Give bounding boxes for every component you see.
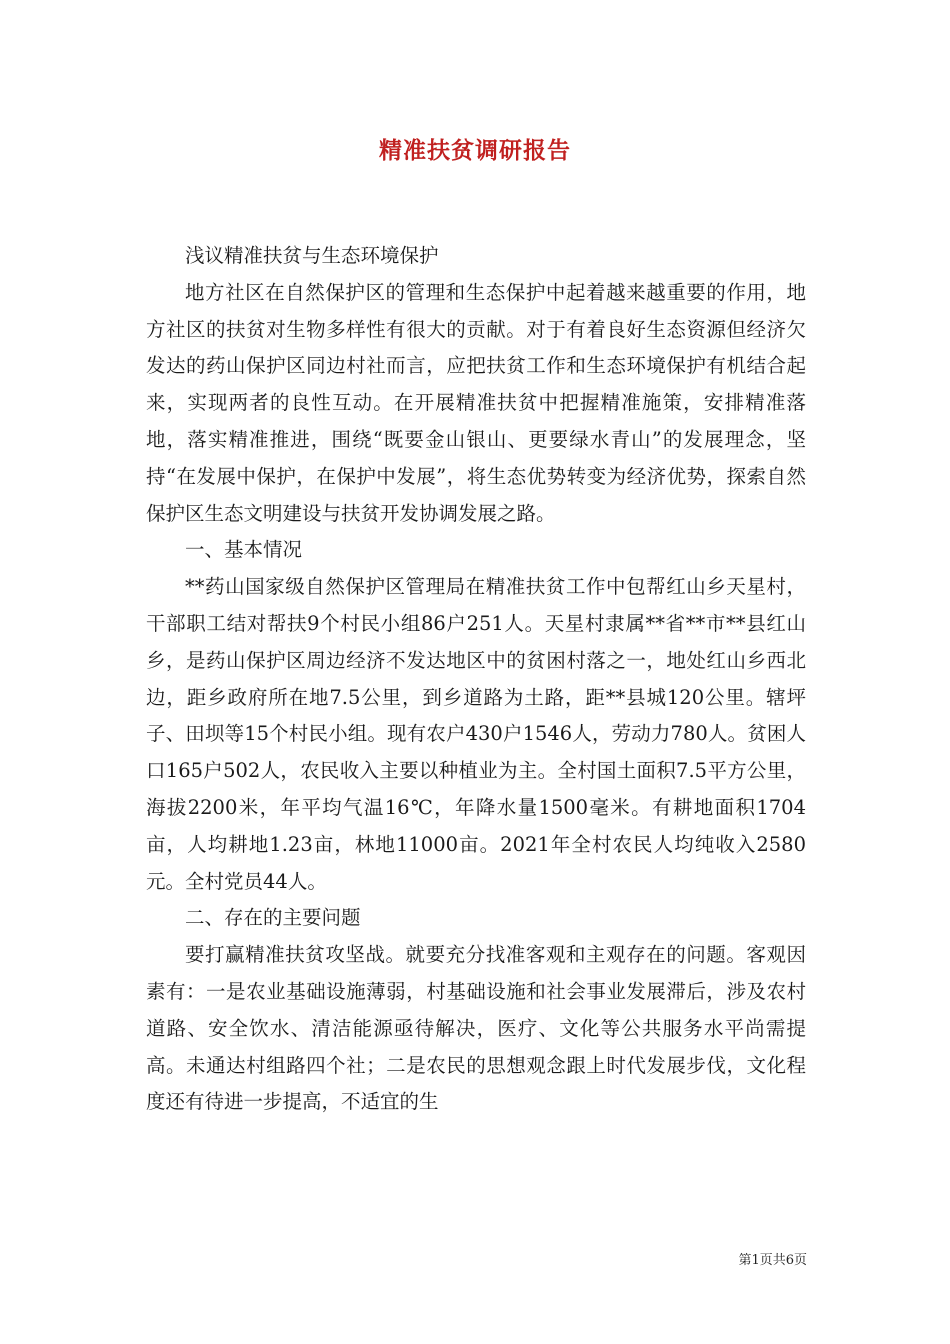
section-heading-problems: 二、存在的主要问题 [185, 906, 361, 930]
document-subtitle: 浅议精准扶贫与生态环境保护 [185, 244, 439, 267]
section-paragraph-problems: 要打赢精准扶贫攻坚战。就要充分找准客观和主观存在的问题。客观因素有：一是农业基础设施薄弱，村基础设施和社会事业发展滞后，涉及农村道路、安全饮水、清洁能源亟待解决，医疗、文化等公共服务水平尚需提高。未通达村组路四个社；二是农民的思想观念跟上时代发展步伐，文化程度还有待进一步提高，不适宜的生 [146, 943, 806, 1114]
intro-paragraph: 地方社区在自然保护区的管理和生态保护中起着越来越重要的作用，地方社区的扶贫对生物多样性有很大的贡献。对于有着良好生态资源但经济欠发达的药山保护区同边村社而言，应把扶贫工作和生态环境保护有机结合起来，实现两者的良性互动。在开展精准扶贫中把握精准施策，安排精准落地，落实精准推进，围绕“既要金山银山、更要绿水青山”的发展理念，坚持“在发展中保护，在保护中发展”，将生态优势转变为经济优势，探索自然保护区生态文明建设与扶贫开发协调发展之路。 [146, 280, 806, 525]
document-body [146, 238, 806, 1121]
document-title: 精准扶贫调研报告 [379, 137, 571, 164]
section-heading-basic: 一、基本情况 [185, 538, 303, 562]
section-paragraph-basic: **药山国家级自然保护区管理局在精准扶贫工作中包帮红山乡天星村，干部职工结对帮扶9个村民小组86户251人。天星村隶属**省**市**县红山乡，是药山保护区周边经济不发达地区中的贫困村落之一，地处红山乡西北边，距乡政府所在地7.5公里，到乡道路为土路，距**县城120公里。辖坪子、田坝等15个村民小组。现有农户430户1546人，劳动力780人。贫困人口165户502人，农民收入主要以种植业为主。全村国土面积7.5平方公里，海拔2200米，年平均气温16℃，年降水量1500毫米。有耕地面积1704亩，人均耕地1.23亩，林地11000亩。2021年全村农民人均纯收入2580元。全村党员44人。 [146, 575, 806, 893]
page-number: 第1页共6页 [738, 1253, 807, 1268]
